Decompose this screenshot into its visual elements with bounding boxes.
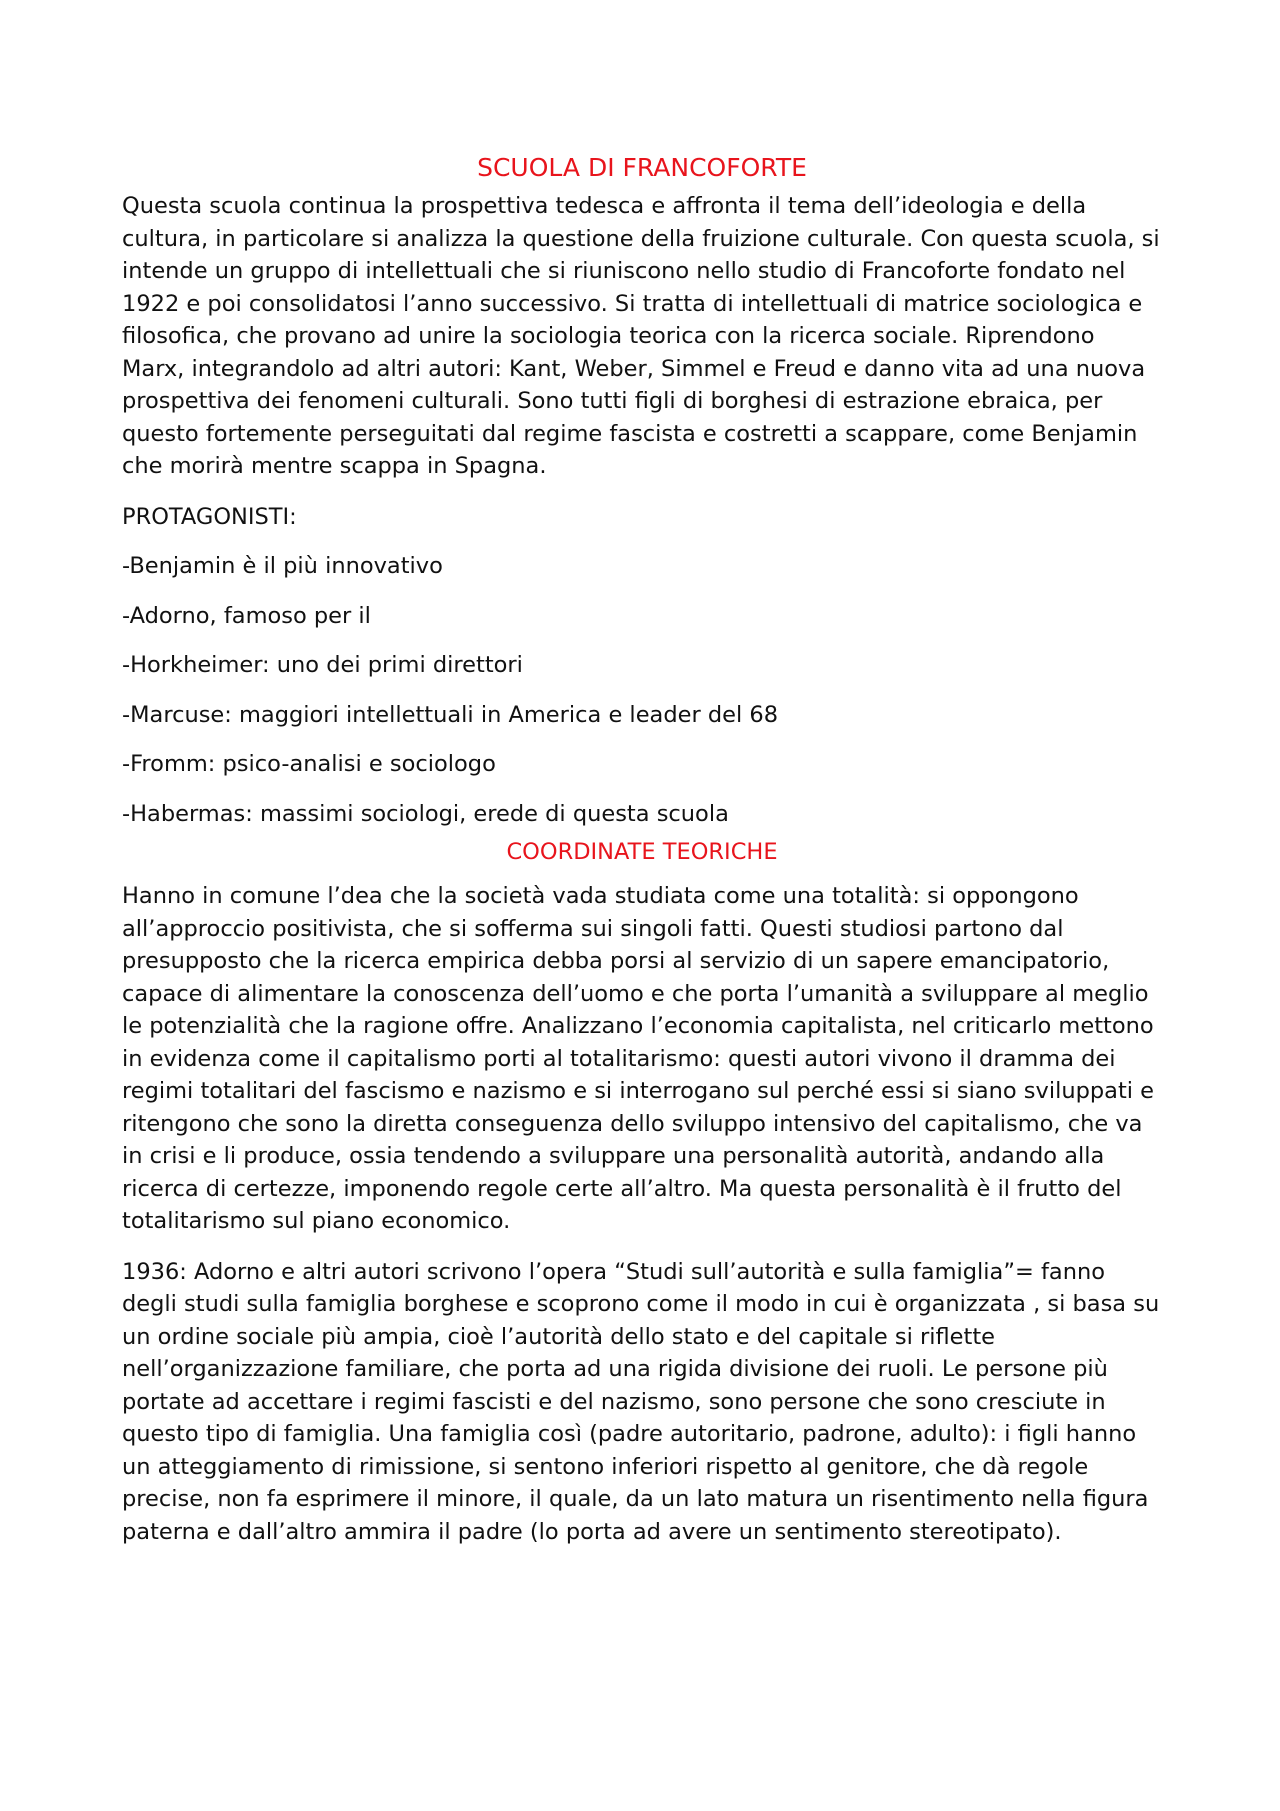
protagonists-heading: PROTAGONISTI: — [122, 503, 297, 530]
list-item: -Benjamin è il più innovativo — [122, 553, 443, 579]
list-item: -Adorno, famoso per il — [122, 602, 371, 629]
document-title: SCUOLA DI FRANCOFORTE — [477, 153, 807, 182]
protagonists-list — [122, 550, 1162, 830]
intro-paragraph: Questa scuola continua la prospettiva tedesca e affronta il tema dell’ideologia e della cultura, in particolare si analizza la questione della fruizione culturale. Con questa scuola, si intende un gruppo di intellettuali che si riuniscono nello studio di Francoforte fondato nel 1922 e poi consolidatosi l’anno successivo. Si tratta di intellettuali di matrice sociologica e filosofica, che provano ad unire la sociologia teorica con la ricerca sociale. Riprendono Marx, integrandolo ad altri autori: Kant, Weber, Simmel e Freud e danno vita ad una nuova prospettiva dei fenomeni culturali. Sono tutti figli di borghesi di estrazione ebraica, per questo fortemente perseguitati dal regime fascista e costretti a scappare, come Benjamin che morirà mentre scappa in Spagna. — [122, 193, 1160, 479]
body-paragraph-2: 1936: Adorno e altri autori scrivono l’opera “Studi sull’autorità e sulla famiglia”= fanno degli studi sulla famiglia borghese e scoprono come il modo in cui è organizzata , si basa su un ordine sociale più ampia, cioè l’autorità dello stato e del capitale si riflette nell’organizzazione familiare, che porta ad una rigida divisione dei ruoli. Le persone più portate ad accettare i regimi fascisti e del nazismo, sono persone che sono cresciute in questo tipo di famiglia. Una famiglia così (padre autoritario, padrone, adulto): i figli hanno un atteggiamento di rimissione, si sentono inferiori rispetto al genitore, che dà regole precise, non fa esprimere il minore, il quale, da un lato matura un risentimento nella figura paterna e dall’altro ammira il padre (lo porta ad avere un sentimento stereotipato). — [122, 1258, 1160, 1545]
list-item: -Habermas: massimi sociologi, erede di questa scuola — [122, 800, 729, 827]
body-paragraph-1: Hanno in comune l’dea che la società vada studiata come una totalità: si oppongono all’approccio positivista, che si sofferma sui singoli fatti. Questi studiosi partono dal presupposto che la ricerca empirica debba porsi al servizio di un sapere emancipatorio, capace di alimentare la conoscenza dell’uomo e che porta l’umanità a sviluppare al meglio le potenzialità che la ragione offre. Analizzano l’economia capitalista, nel criticarlo mettono in evidenza come il capitalismo porti al totalitarismo: questi autori vivono il dramma dei regimi totalitari del fascismo e nazismo e si interrogano sul perché essi si siano sviluppati e ritengono che sono la diretta conseguenza dello sviluppo intensivo del capitalismo, che va in crisi e li produce, ossia tendendo a sviluppare una personalità autorità, andando alla ricerca di certezze, imponendo regole certe all’altro. Ma questa personalità è il frutto del totalitarismo sul piano economico. — [122, 883, 1155, 1234]
list-item: -Fromm: psico-analisi e sociologo — [122, 751, 496, 777]
section-title: COORDINATE TEORICHE — [506, 839, 778, 865]
list-item: -Marcuse: maggiori intellettuali in America e leader del 68 — [122, 701, 779, 728]
list-item: -Horkheimer: uno dei primi direttori — [122, 652, 523, 678]
document-page — [122, 150, 1162, 1566]
